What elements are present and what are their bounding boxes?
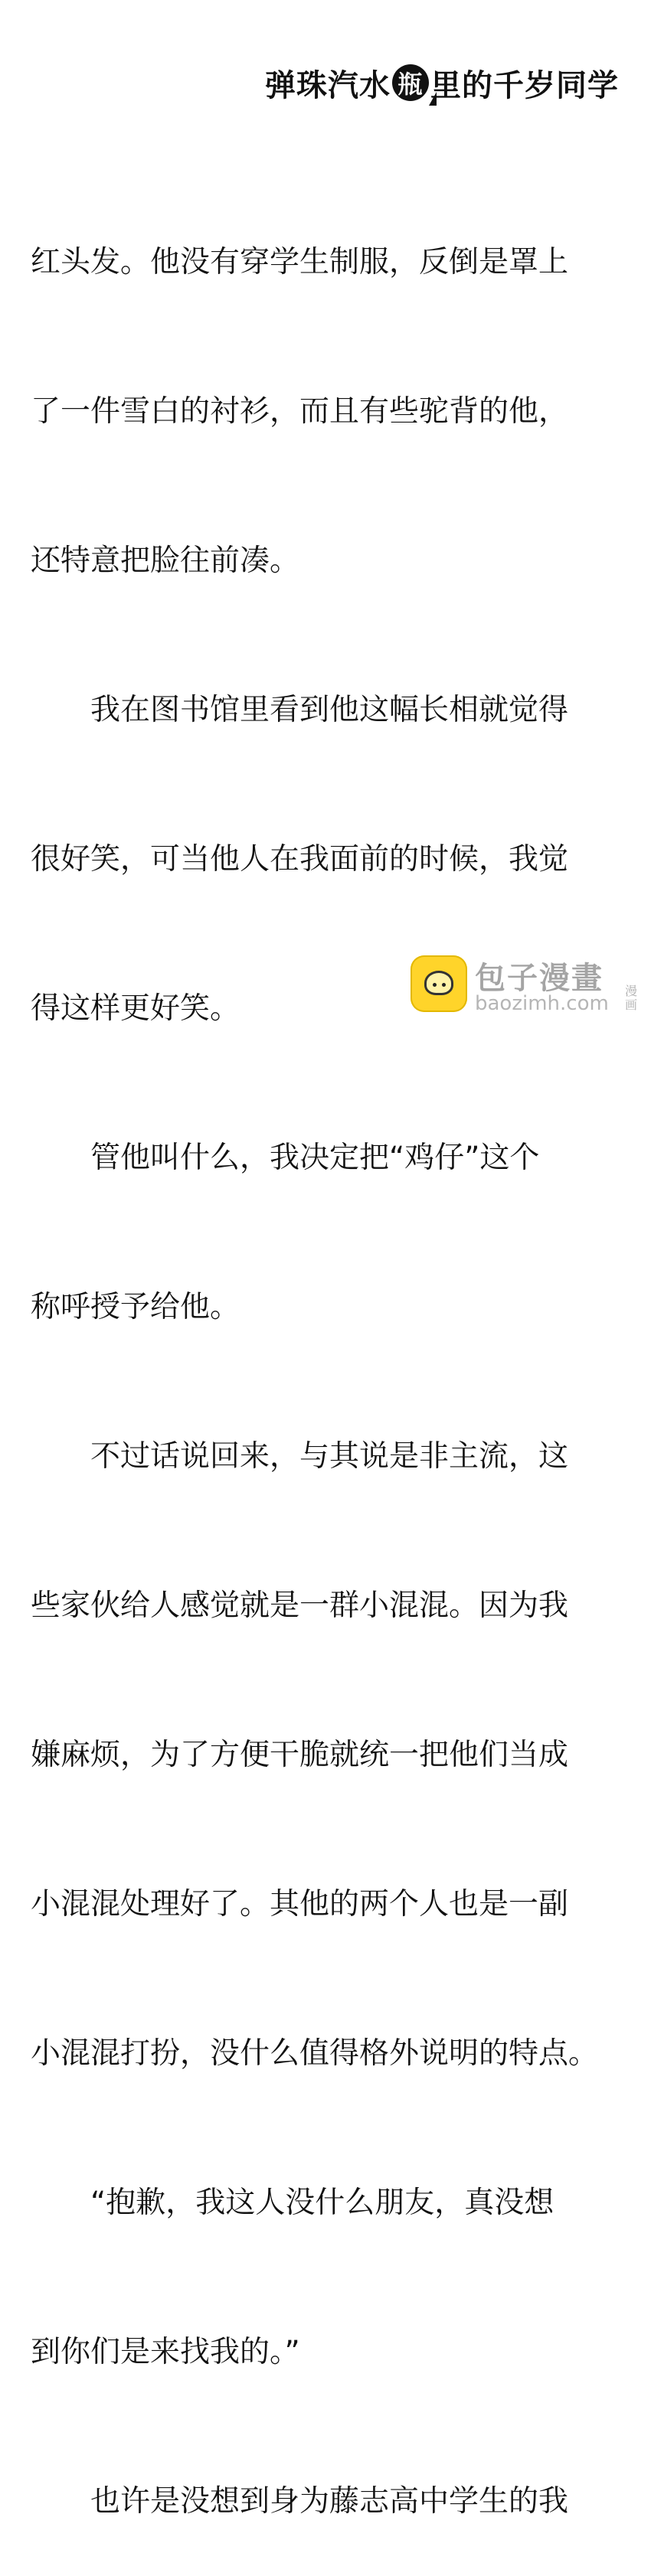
text-line: “抱歉，我这人没什么朋友，真没想 (31, 2186, 554, 2220)
body-text (31, 138, 628, 2576)
watermark-side: 漫 画 (625, 984, 638, 1012)
text-line: 称呼授予给他。 (31, 1290, 240, 1324)
text-line: 也许是没想到身为藤志高中学生的我 (31, 2484, 569, 2519)
book-title-badge: 瓶 (392, 64, 429, 101)
text-line: 些家伙给人感觉就是一群小混混。因为我 (31, 1588, 569, 1623)
text-line: 很好笑，可当他人在我面前的时候，我觉 (31, 842, 569, 877)
text-line: 嫌麻烦，为了方便干脆就统一把他们当成 (31, 1738, 569, 1772)
text-line: 了一件雪白的衬衫，而且有些驼背的他， (31, 394, 569, 429)
book-title-part1: 弹珠汽水 (265, 67, 391, 103)
text-line: 红头发。他没有穿学生制服，反倒是罩上 (31, 245, 569, 279)
watermark-title: 包子漫畫 (475, 961, 604, 996)
text-line: 到你们是来找我的。” (31, 2335, 300, 2369)
text-line: 小混混打扮，没什么值得格外说明的特点。 (31, 2036, 599, 2071)
text-line: 不过话说回来，与其说是非主流，这 (31, 1439, 569, 1474)
text-line: 小混混处理好了。其他的两个人也是一副 (31, 1887, 569, 1921)
bun-logo-icon (411, 955, 467, 1012)
text-line: 管他叫什么，我决定把“鸡仔”这个 (31, 1141, 540, 1175)
watermark-url: baozimh.com (475, 992, 609, 1015)
book-title-part2: 里的千岁同学 (430, 67, 619, 103)
text-line: 我在图书馆里看到他这幅长相就觉得 (31, 693, 569, 727)
text-line: 得这样更好笑。 (31, 991, 240, 1026)
page-header (265, 60, 619, 106)
site-watermark (411, 951, 644, 1024)
text-line: 还特意把脸往前凑。 (31, 544, 300, 578)
